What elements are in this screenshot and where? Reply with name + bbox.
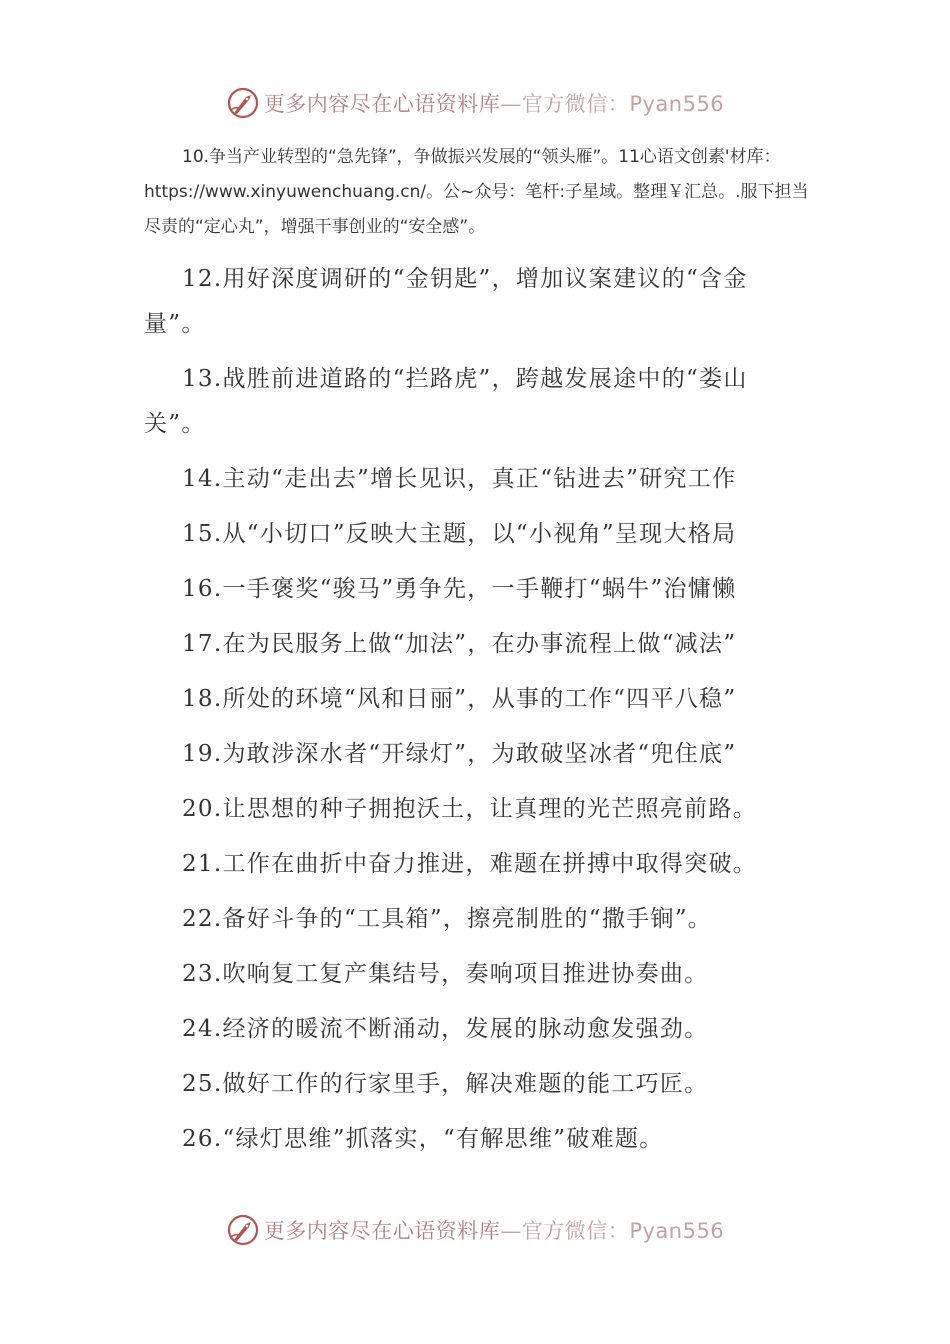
banner-dash: — <box>500 92 522 116</box>
list-item: 22.备好斗争的“工具箱”，擦亮制胜的“撒手锏”。 <box>182 906 713 932</box>
list-item: 13.战胜前进道路的“拦路虎”，跨越发展途中的“娄山关”。 <box>144 366 748 437</box>
banner-brand: 更多内容尽在心语资料库 <box>263 92 501 116</box>
list-item: 25.做好工作的行家里手，解决难题的能工巧匠。 <box>182 1071 709 1097</box>
banner-text <box>264 88 724 118</box>
pen-nib-logo-icon <box>226 86 260 120</box>
pen-nib-logo-icon <box>226 1213 260 1247</box>
list-item: 23.吹响复工复产集结号，奏响项目推进协奏曲。 <box>182 961 709 987</box>
banner-text <box>264 1215 724 1245</box>
banner-brand: 更多内容尽在心语资料库 <box>263 1219 501 1243</box>
slogan-list <box>144 257 809 1172</box>
list-item: 26.“绿灯思维”抓落实，“有解思维”破难题。 <box>182 1126 664 1152</box>
list-item: 24.经济的暖流不断涌动，发展的脉动愈发强劲。 <box>182 1016 709 1042</box>
header-banner <box>0 83 950 123</box>
list-item: 17.在为民服务上做“加法”，在办事流程上做“减法” <box>182 631 737 657</box>
banner-wechat-id: Pyan556 <box>629 92 725 116</box>
banner-wechat-label: 官方微信： <box>521 92 630 116</box>
banner-wechat-id: Pyan556 <box>629 1219 725 1243</box>
footer-banner <box>0 1210 950 1250</box>
intro-paragraph: 10.争当产业转型的“急先锋”，争做振兴发展的“领头雁”。11心语文创素'材库：https://www.xinyuwenchuang.cn/。公~众号：笔杆:子星域。整理￥汇总。.服下担当尽责的“定心丸”，增强干事创业的“安全感”。 <box>144 147 809 237</box>
list-item: 16.一手褒奖“骏马”勇争先，一手鞭打“蜗牛”治慵懒 <box>182 576 737 602</box>
list-item: 19.为敢涉深水者“开绿灯”，为敢破坚冰者“兜住底” <box>182 741 737 767</box>
list-item: 15.从“小切口”反映大主题，以“小视角”呈现大格局 <box>182 521 737 547</box>
list-item: 20.让思想的种子拥抱沃土，让真理的光芒照亮前路。 <box>182 796 758 822</box>
banner-dash: — <box>500 1219 522 1243</box>
list-item: 14.主动“走出去”增长见识，真正“钻进去”研究工作 <box>182 466 737 492</box>
banner-wechat-label: 官方微信： <box>521 1219 630 1243</box>
list-item: 21.工作在曲折中奋力推进，难题在拼搏中取得突破。 <box>182 851 758 877</box>
list-item: 18.所处的环境“风和日丽”，从事的工作“四平八稳” <box>182 686 737 712</box>
list-item: 12.用好深度调研的“金钥匙”，增加议案建议的“含金量”。 <box>144 266 748 337</box>
